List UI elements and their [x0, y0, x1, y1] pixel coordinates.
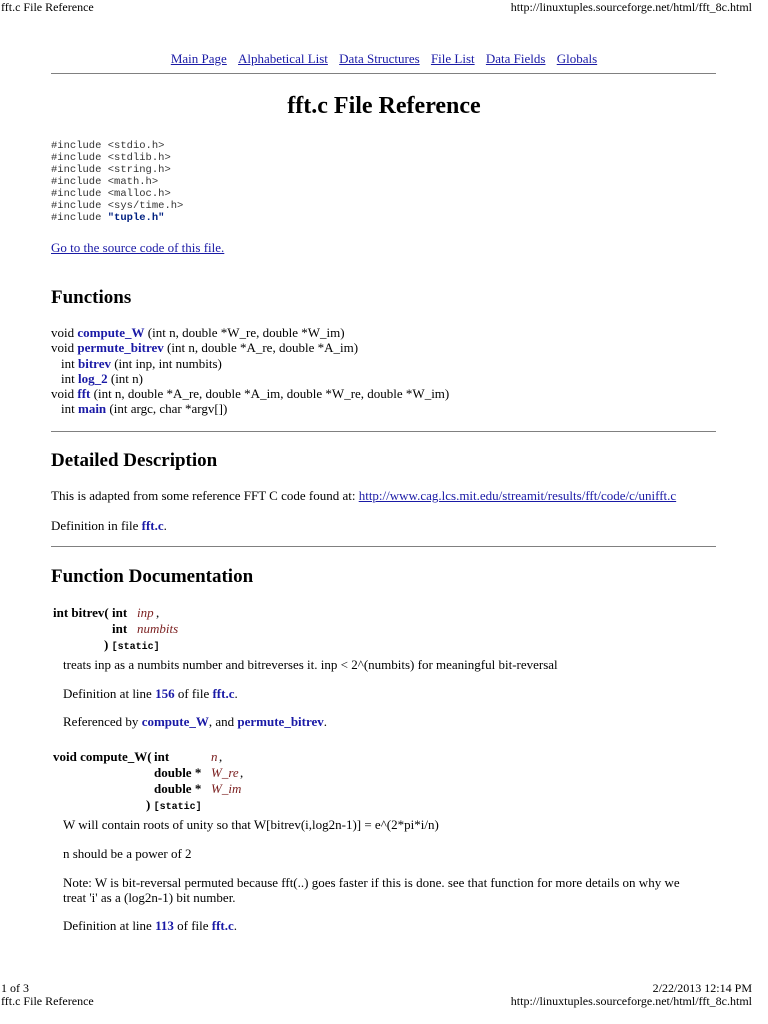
compute-w-description: W will contain roots of unity so that W[bitrev(i,log2n-1)] = e^(2*pi*i/n): [63, 817, 439, 832]
print-footer-page: 1 of 3: [1, 981, 29, 995]
function-link[interactable]: fft: [77, 386, 91, 402]
nav-file-list[interactable]: File List: [430, 51, 475, 66]
detailed-description-text: This is adapted from some reference FFT C code found at: http://www.cag.lcs.mit.edu/streamit/results/fft/code/c/unifft.c: [51, 488, 677, 503]
nav-main-page[interactable]: Main Page: [170, 51, 227, 66]
nav-data-structures[interactable]: Data Structures: [339, 51, 420, 66]
function-row: void compute_W (int n, double *W_re, double *W_im): [51, 325, 345, 340]
bitrev-definition: Definition at line 156 of file fft.c.: [63, 686, 238, 701]
include-line: #include <stdlib.h>: [51, 152, 171, 164]
function-row: int main (int argc, char *argv[]): [61, 401, 228, 417]
print-footer-url: http://linuxtuples.sourceforge.net/html/fft_8c.html: [510, 994, 752, 1008]
nav-globals[interactable]: Globals: [556, 51, 598, 66]
detailed-description-heading: Detailed Description: [51, 450, 218, 471]
static-label: [static]: [153, 802, 202, 813]
compute-w-definition: Definition at line 113 of file fft.c.: [63, 918, 238, 933]
function-link[interactable]: main: [77, 401, 107, 417]
include-list: [51, 140, 183, 224]
bitrev-references: Referenced by compute_W, and permute_bitrev.: [63, 714, 328, 729]
function-row: void fft (int n, double *A_re, double *A_im, double *W_re, double *W_im): [51, 386, 450, 402]
nav-alphabetical-list[interactable]: Alphabetical List: [238, 51, 328, 66]
static-label: [static]: [111, 642, 160, 653]
bitrev-description: treats inp as a numbits number and bitreverses it. inp < 2^(numbits) for meaningful bit-reversal: [63, 657, 558, 672]
line-113-link[interactable]: 113: [155, 918, 174, 933]
include-line: #include <sys/time.h>: [51, 200, 184, 212]
nav-divider: [51, 73, 716, 74]
include-line: #include <malloc.h>: [51, 188, 171, 200]
include-line: #include <string.h>: [51, 164, 171, 176]
section-divider: [51, 431, 716, 432]
functions-heading: Functions: [51, 287, 132, 308]
function-link[interactable]: bitrev: [77, 355, 111, 371]
function-list: [51, 325, 449, 417]
compute-w-link[interactable]: compute_W: [141, 714, 209, 729]
nav-data-fields[interactable]: Data Fields: [485, 51, 546, 66]
compute-w-note-line2: treat 'i' as a (log2n-1) bit number.: [63, 890, 236, 905]
function-link[interactable]: log_2: [77, 370, 108, 386]
print-footer-datetime: 2/22/2013 12:14 PM: [652, 981, 752, 995]
section-divider: [51, 546, 716, 547]
print-header-url: http://linuxtuples.sourceforge.net/html/fft_8c.html: [510, 0, 752, 14]
compute-w-note-line1: Note: W is bit-reversal permuted because fft(..) goes faster if this is done. see that function for more details on why we: [63, 875, 680, 890]
definition-in-file: Definition in file fft.c.: [51, 518, 167, 533]
permute-bitrev-link[interactable]: permute_bitrev: [237, 714, 324, 729]
function-link[interactable]: permute_bitrev: [77, 340, 164, 356]
function-row: void permute_bitrev (int n, double *A_re, double *A_im): [51, 340, 359, 356]
source-code-link[interactable]: Go to the source code of this file.: [51, 240, 225, 255]
function-row: int log_2 (int n): [61, 370, 143, 386]
function-documentation-heading: Function Documentation: [51, 566, 254, 587]
include-line: #include "tuple.h": [51, 212, 165, 224]
compute-w-power-note: n should be a power of 2: [63, 846, 192, 861]
doxygen-nav-bar: [0, 51, 768, 67]
print-footer-title: fft.c File Reference: [1, 994, 94, 1008]
function-link[interactable]: compute_W: [77, 325, 145, 340]
fft-c-link[interactable]: fft.c: [211, 918, 234, 933]
fft-c-link[interactable]: fft.c: [212, 686, 235, 701]
tuple-h-link[interactable]: "tuple.h": [107, 212, 165, 224]
page-title: fft.c File Reference: [287, 93, 481, 119]
include-line: #include <stdio.h>: [51, 140, 165, 152]
function-row: int bitrev (int inp, int numbits): [61, 355, 222, 371]
reference-url-link[interactable]: http://www.cag.lcs.mit.edu/streamit/results/fft/code/c/unifft.c: [358, 488, 677, 503]
fft-c-link[interactable]: fft.c: [141, 518, 164, 533]
print-header-title: fft.c File Reference: [1, 0, 94, 14]
include-line: #include <math.h>: [51, 176, 159, 188]
line-156-link[interactable]: 156: [155, 686, 175, 701]
